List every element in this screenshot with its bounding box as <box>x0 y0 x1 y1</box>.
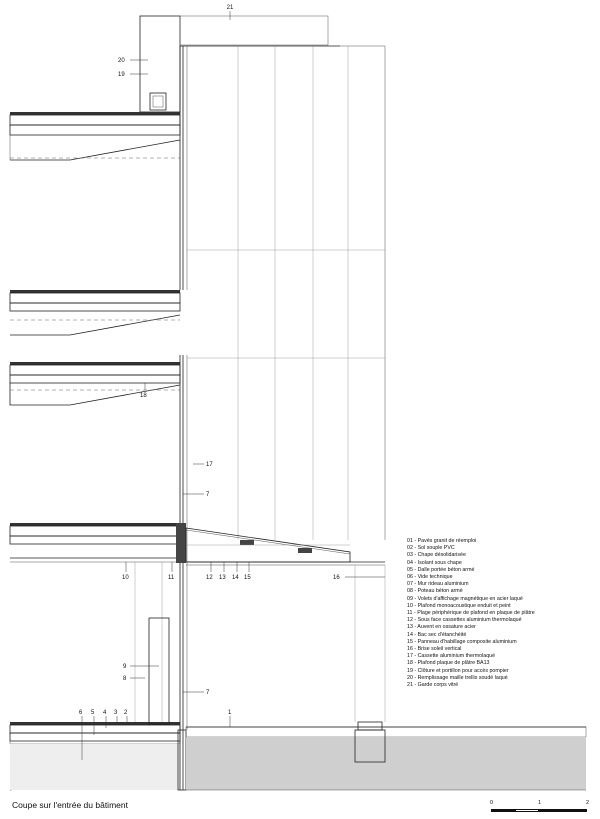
legend-item: 01 - Pavés granit de réemploi <box>407 538 477 544</box>
callout-7-upper: 7 <box>206 492 210 498</box>
legend-item: 09 - Volets d'affichage magnétique en acier laqué <box>407 595 523 602</box>
legend-item: 10 - Plafond monoacoustique enduit et peint <box>407 602 511 609</box>
top-parapet <box>140 16 340 112</box>
callout-1: 1 <box>228 710 232 716</box>
callout-18: 18 <box>140 393 147 399</box>
legend <box>407 538 597 689</box>
callout-12: 12 <box>206 575 213 581</box>
legend-item: 04 - Isolant sous chape <box>407 559 462 566</box>
legend-item: 03 - Chape désolidarisée <box>407 552 466 559</box>
floor-slab-entrance <box>10 523 180 562</box>
entrance-ground <box>135 562 385 724</box>
callout-20: 20 <box>118 58 125 64</box>
legend-item: 13 - Auvent en ossature acier <box>407 624 476 631</box>
curtain-wall-mullion <box>176 46 187 790</box>
scale-label-1: 1 <box>538 800 542 806</box>
legend-item: 11 - Plage périphérique de plafond en plaque de plâtre <box>407 610 535 617</box>
callout-6: 6 <box>79 710 83 716</box>
legend-item: 21 - Garde corps vitré <box>407 682 459 689</box>
entrance-canopy <box>186 528 385 565</box>
legend-item: 16 - Brise soleil vertical <box>407 646 462 653</box>
ground-slab <box>10 722 180 790</box>
scale-label-0: 0 <box>490 800 494 806</box>
callout-9: 9 <box>123 664 127 670</box>
scale-label-2: 2 <box>586 800 590 806</box>
legend-item: 07 - Mur rideau aluminium <box>407 581 469 588</box>
legend-item: 14 - Bac sec d'étanchéité <box>407 631 467 638</box>
callout-13: 13 <box>219 575 226 581</box>
floor-slab-upper <box>10 112 180 160</box>
drawing-caption: Coupe sur l'entrée du bâtiment <box>12 800 128 810</box>
legend-item: 17 - Cassette aluminium thermolaqué <box>407 653 496 660</box>
scale-segment <box>515 809 539 812</box>
scale-segment <box>539 809 587 812</box>
callouts <box>79 5 385 760</box>
legend-item: 19 - Clôture et portillon pour accès pompier <box>407 667 509 674</box>
callout-15: 15 <box>244 575 251 581</box>
callout-21: 21 <box>226 5 234 11</box>
legend-item: 20 - Remplissage maille trellis soudé laqué <box>407 674 508 681</box>
exterior-ground <box>186 722 586 790</box>
floor-slab-lower <box>10 362 180 405</box>
scale-segment <box>491 809 515 812</box>
legend-item: 12 - Sous face cassettes aluminium thermolaqué <box>407 617 522 624</box>
legend-item: 06 - Vide technique <box>407 574 453 581</box>
callout-16: 16 <box>333 575 340 581</box>
brise-soleil <box>187 46 385 540</box>
callout-11: 11 <box>168 575 175 581</box>
legend-item: 05 - Dalle portée béton armé <box>407 566 475 573</box>
callout-8: 8 <box>123 676 127 682</box>
legend-item: 08 - Poteau béton armé <box>407 588 463 595</box>
callout-7-lower: 7 <box>206 690 210 696</box>
callout-14: 14 <box>232 575 239 581</box>
legend-item: 18 - Plafond plaque de plâtre BA13 <box>407 660 490 667</box>
scale-bar <box>490 800 590 818</box>
callout-5: 5 <box>91 710 95 716</box>
legend-item: 02 - Sol souple PVC <box>407 545 455 552</box>
callout-4: 4 <box>103 710 107 716</box>
callout-3: 3 <box>114 710 118 716</box>
floor-slab-middle <box>10 290 180 335</box>
callout-10: 10 <box>122 575 129 581</box>
callout-17: 17 <box>206 462 213 468</box>
callout-19: 19 <box>118 72 125 78</box>
callout-2: 2 <box>124 710 128 716</box>
legend-item: 15 - Panneau d'habillage composite aluminium <box>407 638 517 645</box>
